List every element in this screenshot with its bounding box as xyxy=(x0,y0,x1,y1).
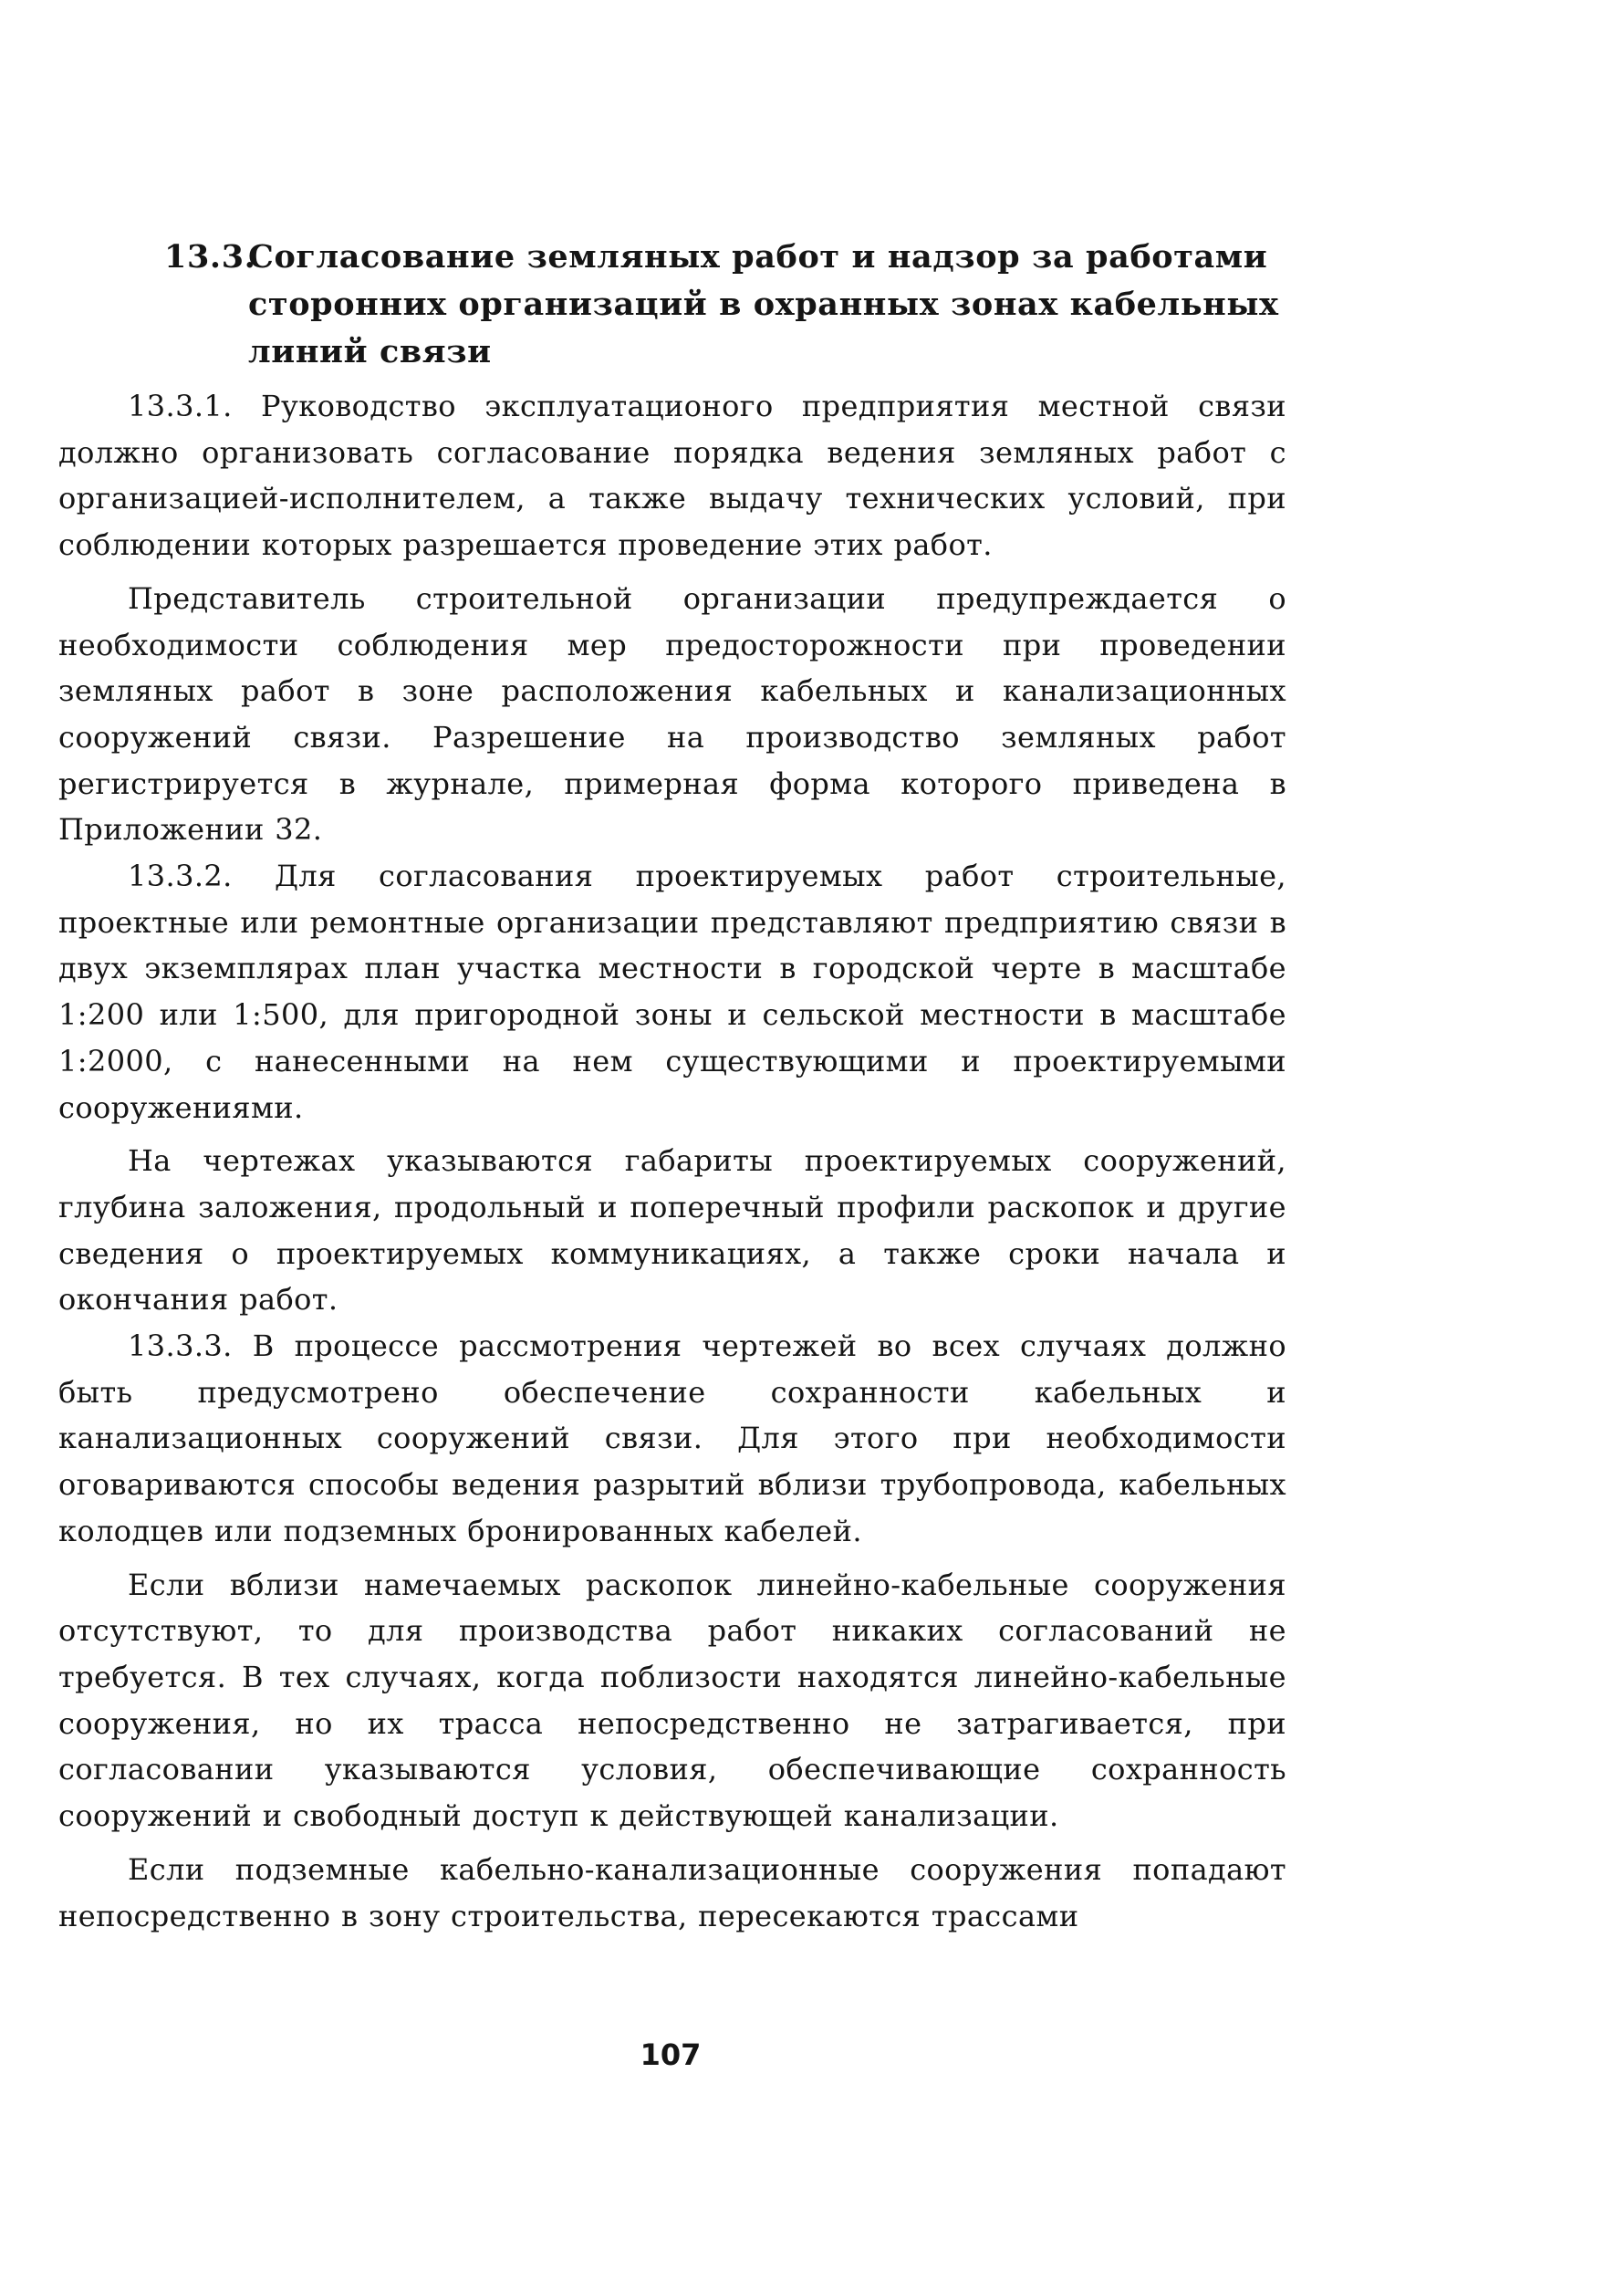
paragraph-drawings: На чертежах указываются габариты проектируемых сооружений, глубина заложения, продольный и поперечный профили раскопок и другие сведения о проектируемых коммуникациях, а также сроки начала и окончания работ. xyxy=(58,1143,1286,1318)
section-title-line-3: линий связи xyxy=(248,333,492,370)
paragraph-no-structures: Если вблизи намечаемых раскопок линейно-кабельные сооружения отсутствуют, то для производства работ никаких согласований не требуется. В тех случаях, когда поблизости находятся линейно-кабельные сооружения, но их трасса непосредственно не затрагивается, при согласовании указываются условия, обеспечивающие сохранность сооружений и свободный доступ к действующей канализации. xyxy=(58,1567,1286,1834)
paragraph-underground-structures: Если подземные кабельно-канализационные сооружения попадают непосредственно в зону строительства, пересекаются трассами xyxy=(58,1851,1286,1933)
section-title-line-1: Согласование земляных работ и надзор за работами xyxy=(248,238,1268,276)
paragraph-representative: Представитель строительной организации предупреждается о необходимости соблюдения мер предосторожности при проведении земляных работ в зоне расположения кабельных и канализационных сооружений связи. Разрешение на производство земляных работ регистрируется в журнале, примерная форма которого приведена в Приложении 32. xyxy=(58,580,1286,848)
body-text xyxy=(58,383,1286,1939)
section-title-line-2: сторонних организаций в охранных зонах кабельных xyxy=(248,286,1279,323)
paragraph-13-3-3: 13.3.3. В процессе рассмотрения чертежей во всех случаях должно быть предусмотрено обеспечение сохранности кабельных и канализационных сооружений связи. Для этого при необходимости оговариваются способы ведения разрытий вблизи трубопровода, кабельных колодцев или подземных бронированных кабелей. xyxy=(58,1328,1286,1548)
page-number: 107 xyxy=(640,2037,702,2072)
paragraph-13-3-1: 13.3.1. Руководство эксплуатационого предприятия местной связи должно организовать согласование порядка ведения земляных работ с организацией-исполнителем, а также выдачу технических условий, при соблюдении которых разрешается проведение этих работ. xyxy=(58,389,1286,563)
paragraph-13-3-2: 13.3.2. Для согласования проектируемых работ строительные, проектные или ремонтные организации представляют предприятию связи в двух экземплярах план участка местности в городской черте в масштабе 1:200 или 1:500, для пригородной зоны и сельской местности в масштабе 1:2000, с нанесенными на нем существующими и проектируемыми сооружениями. xyxy=(58,859,1286,1125)
section-heading xyxy=(164,234,1350,376)
section-number: 13.3. xyxy=(164,238,256,276)
